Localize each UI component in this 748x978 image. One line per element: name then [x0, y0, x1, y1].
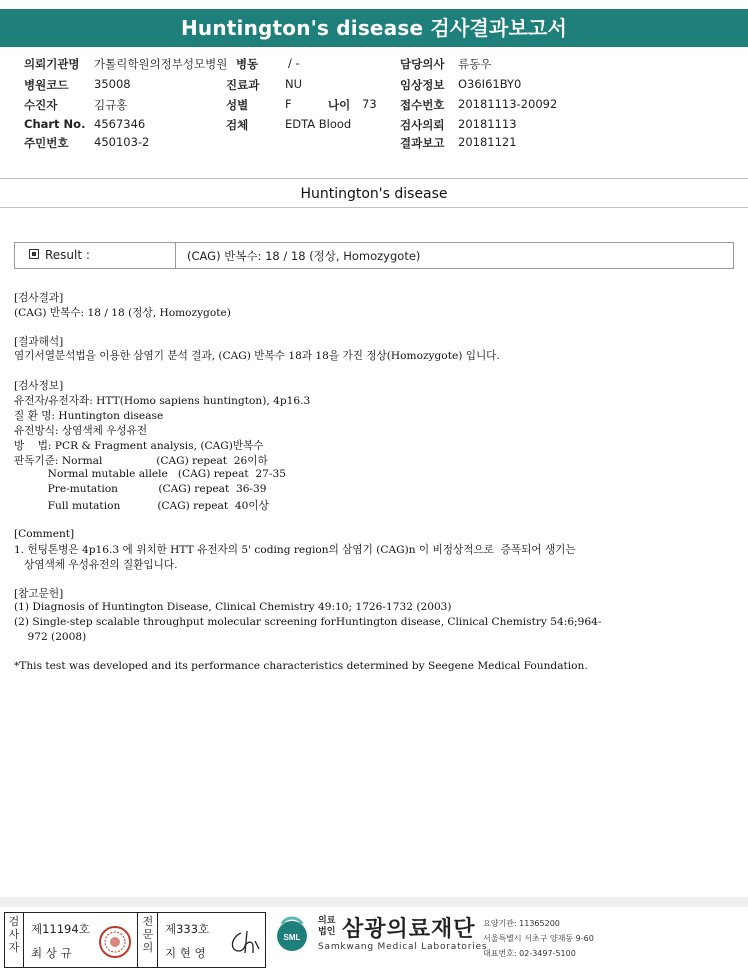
reviewer-license: 제333호 [165, 922, 210, 936]
body-line: [Comment] [14, 528, 75, 540]
svg-text:SML: SML [283, 933, 301, 942]
divider [23, 913, 24, 967]
clinical-info-value: O36I61BY0 [458, 77, 522, 91]
info-label: 수진자 [24, 98, 58, 112]
info-label: 병원코드 [24, 78, 69, 92]
body-line: *This test was developed and its performance characteristics determined by Seegene Medical Foundation. [14, 660, 588, 672]
contact-phone: 대표번호: 02-3497-5100 [483, 949, 576, 958]
body-line: (2) Single-step scalable throughput molecular screening forHuntington disease, Clinical Chemistry 54:6;964- [14, 616, 602, 628]
sml-logo-icon [272, 914, 312, 954]
info-label: 병동 [236, 57, 259, 71]
info-label: 성별 [226, 98, 249, 112]
body-line: 상염색체 우성유전의 질환입니다. [14, 559, 178, 571]
body-line: 염기서열분석법을 이용한 삼염기 분석 결과, (CAG) 반복수 18과 18을 가진 정상(Homozygote) 입니다. [14, 350, 500, 362]
body-line: (CAG) 반복수: 18 / 18 (정상, Homozygote) [14, 307, 231, 319]
info-label: 임상정보 [400, 78, 445, 92]
body-line: Pre-mutation (CAG) repeat 36-39 [14, 483, 267, 495]
examiner-title: 검사자 [8, 915, 20, 954]
specimen-value: EDTA Blood [285, 117, 352, 131]
result-label: Result : [29, 248, 90, 262]
accession-no: 20181113-20092 [458, 97, 558, 111]
result-value: (CAG) 반복수: 18 / 18 (정상, Homozygote) [187, 249, 421, 263]
section-title: Huntington's disease [300, 186, 448, 202]
org-name: 삼광의료재단 [342, 917, 476, 942]
info-label: 의뢰기관명 [24, 57, 80, 71]
reviewer-signature-icon [225, 927, 263, 957]
checkbox-icon [29, 249, 39, 259]
result-box [14, 242, 734, 269]
body-line: 유전자/유전자좌: HTT(Homo sapiens huntington), 4p16.3 [14, 395, 311, 407]
body-line: 질 환 명: Huntington disease [14, 410, 164, 422]
body-line: 1. 헌팅톤병은 4p16.3 에 위치한 HTT 유전자의 5' coding region의 삼염기 (CAG)n 이 비정상적으로 증폭되어 생기는 [14, 544, 576, 556]
body-line: [검사정보] [14, 380, 64, 392]
examiner-seal-icon [97, 925, 133, 959]
info-label: 접수번호 [400, 98, 445, 112]
reviewer-name: 지 현 영 [165, 946, 206, 960]
signature-box [4, 912, 266, 968]
info-label: 결과보고 [400, 136, 445, 150]
org-type: 의료법인 [318, 916, 336, 937]
examiner-name: 최 상 규 [31, 946, 72, 960]
result-divider [175, 243, 176, 268]
info-label: 검체 [226, 118, 249, 132]
footer-band [0, 897, 748, 907]
examiner-license: 제11194호 [31, 922, 90, 936]
info-label: Chart No. [24, 117, 86, 131]
body-line: Normal mutable allele (CAG) repeat 27-35 [14, 468, 286, 480]
department-value: NU [285, 77, 303, 91]
info-label: 진료과 [226, 78, 260, 92]
doctor-value: 류동우 [458, 57, 492, 71]
body-line: [참고문헌] [14, 588, 64, 600]
age-value: 73 [362, 97, 377, 111]
divider [157, 913, 158, 967]
contact-address: 서울특별시 서초구 양재동 9-60 [483, 934, 594, 943]
info-label: 나이 [328, 98, 351, 112]
contact-code: 요양기관: 11365200 [483, 919, 560, 928]
report-title: Huntington's disease 검사결과보고서 [180, 16, 568, 40]
sex-value: F [285, 97, 292, 111]
body-line: [결과해석] [14, 336, 64, 348]
ward-value: / - [288, 56, 300, 70]
info-label: 검사의뢰 [400, 118, 445, 132]
chart-no: 4567346 [94, 117, 146, 131]
body-line: 판독기준: Normal (CAG) repeat 26이하 [14, 455, 268, 467]
report-date: 20181121 [458, 135, 517, 149]
info-label: 담당의사 [400, 57, 445, 71]
body-line: 유전방식: 상염색체 우성유전 [14, 425, 148, 437]
body-line: 방 법: PCR & Fragment analysis, (CAG)반복수 [14, 440, 264, 452]
hospital-code: 35008 [94, 77, 131, 91]
body-line: (1) Diagnosis of Huntington Disease, Clinical Chemistry 49:10; 1726-1732 (2003) [14, 601, 452, 613]
body-line: [검사결과] [14, 292, 64, 304]
divider [137, 913, 138, 967]
body-line: Full mutation (CAG) repeat 40이상 [14, 500, 269, 512]
request-date: 20181113 [458, 117, 517, 131]
section-rule-bottom [0, 207, 748, 208]
body-line: 972 (2008) [14, 631, 87, 643]
section-rule-top [0, 178, 748, 179]
patient-name: 김규홍 [94, 98, 128, 112]
info-label: 주민번호 [24, 136, 69, 150]
hospital-name: 가톨릭학원의정부성모병원 [94, 57, 228, 71]
reviewer-title: 전문의 [142, 915, 154, 954]
org-name-english: Samkwang Medical Laboratories [318, 942, 488, 952]
resident-no: 450103-2 [94, 135, 150, 149]
